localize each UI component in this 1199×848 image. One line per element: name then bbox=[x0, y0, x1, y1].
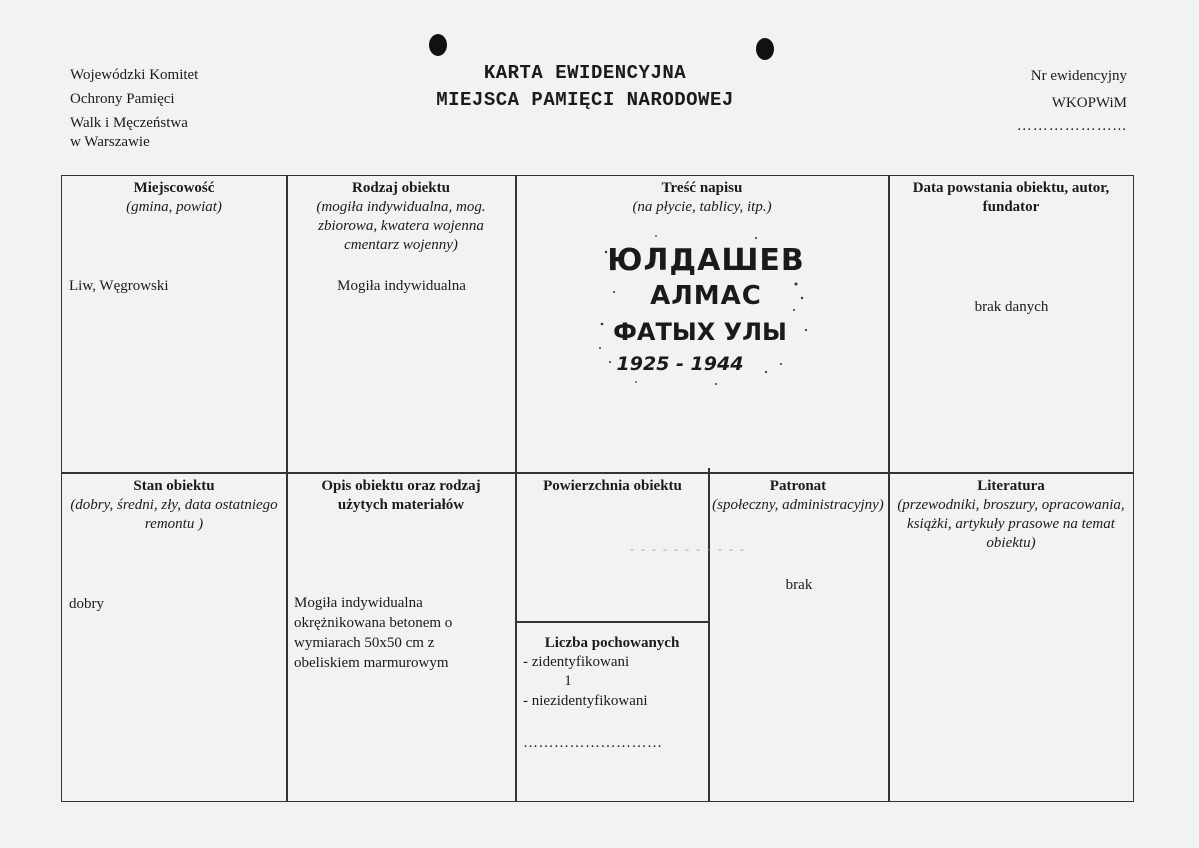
cell-patronat bbox=[712, 477, 884, 515]
value-data-powstania: brak danych bbox=[974, 299, 1049, 315]
cell-subheading: (społeczny, administracyjny) bbox=[712, 497, 884, 513]
cell-heading: Patronat bbox=[769, 478, 827, 494]
registry-dots: ………………... bbox=[1016, 118, 1127, 134]
value-unidentified: ……………………… bbox=[523, 735, 663, 751]
inscription-line: АЛМАС bbox=[650, 281, 762, 311]
faint-dashes: - - - - - - - - - - - bbox=[630, 542, 746, 556]
issuer-line: Wojewódzki Komitet bbox=[70, 67, 199, 83]
cell-divider bbox=[515, 621, 709, 623]
registry-value: WKOPWiM bbox=[1051, 95, 1127, 111]
label-identified: - zidentyfikowani bbox=[523, 654, 630, 670]
value-miejscowosc: Liw, Węgrowski bbox=[69, 278, 169, 294]
cell-opis-obiektu bbox=[300, 477, 502, 515]
cell-subheading: (na płycie, tablicy, itp.) bbox=[632, 199, 772, 215]
col-divider bbox=[286, 175, 288, 802]
registry-label: Nr ewidencyjny bbox=[1030, 68, 1127, 84]
issuer-line: w Warszawie bbox=[70, 134, 150, 150]
cell-stan-obiektu bbox=[70, 477, 278, 534]
cell-data-powstania bbox=[896, 179, 1126, 217]
registry-number-block bbox=[1017, 63, 1127, 135]
value-rodzaj-obiektu: Mogiła indywidualna bbox=[337, 278, 466, 294]
cell-subheading: (przewodniki, broszury, opracowania, książki, artykuły prasowe na temat obiektu) bbox=[897, 497, 1125, 551]
card-title bbox=[380, 60, 790, 114]
col-divider bbox=[708, 468, 710, 802]
value-patronat: brak bbox=[785, 577, 813, 593]
cell-heading: Miejscowość bbox=[133, 180, 215, 196]
inscription-line: ЮЛДАШЕВ bbox=[607, 243, 805, 278]
inscription-line: ФАТЫХ УЛЫ bbox=[613, 318, 787, 346]
inscription-photo bbox=[596, 232, 816, 392]
cell-subheading: (dobry, średni, zły, data ostatniego remontu ) bbox=[70, 497, 278, 532]
cell-heading: Rodzaj obiektu bbox=[352, 180, 450, 196]
row-divider bbox=[61, 472, 1134, 474]
cell-subheading: (gmina, powiat) bbox=[126, 199, 222, 215]
issuer-block bbox=[70, 63, 198, 151]
label-unidentified: - niezidentyfikowani bbox=[523, 693, 648, 709]
title-line-2: MIEJSCA PAMIĘCI NARODOWEJ bbox=[436, 89, 734, 111]
cell-powierzchnia bbox=[520, 477, 705, 496]
title-line-1: KARTA EWIDENCYJNA bbox=[483, 62, 687, 84]
issuer-line: Ochrony Pamięci bbox=[70, 91, 175, 107]
cell-liczba-pochowanych bbox=[516, 634, 708, 653]
cell-rodzaj-obiektu bbox=[300, 179, 502, 255]
cell-heading: Stan obiektu bbox=[133, 478, 215, 494]
col-divider bbox=[515, 175, 517, 802]
cell-literatura bbox=[896, 477, 1126, 553]
punch-hole-left bbox=[429, 34, 447, 56]
cell-tresc-napisu bbox=[516, 179, 888, 217]
cell-subheading: (mogiła indywidualna, mog. zbiorowa, kwatera wojenna cmentarz wojenny) bbox=[316, 199, 486, 253]
punch-hole-right bbox=[756, 38, 774, 60]
cell-heading: Treść napisu bbox=[661, 180, 743, 196]
inscription-line: 1925 - 1944 bbox=[616, 353, 744, 375]
cell-heading: Liczba pochowanych bbox=[544, 635, 680, 651]
value-stan-obiektu: dobry bbox=[69, 596, 104, 612]
value-opis-obiektu: Mogiła indywidualna okrężnikowana betonem o wymiarach 50x50 cm z obeliskiem marmurowym bbox=[294, 595, 453, 671]
issuer-line: Walk i Męczeństwa bbox=[70, 115, 188, 131]
cell-heading: Powierzchnia obiektu bbox=[543, 478, 682, 494]
value-identified: 1 bbox=[564, 673, 572, 689]
cell-heading: Opis obiektu oraz rodzaj użytych materiałów bbox=[321, 478, 481, 513]
cell-heading: Data powstania obiektu, autor, fundator bbox=[912, 180, 1110, 215]
cell-heading: Literatura bbox=[977, 478, 1045, 494]
col-divider bbox=[888, 175, 890, 802]
cell-miejscowosc bbox=[62, 179, 286, 217]
